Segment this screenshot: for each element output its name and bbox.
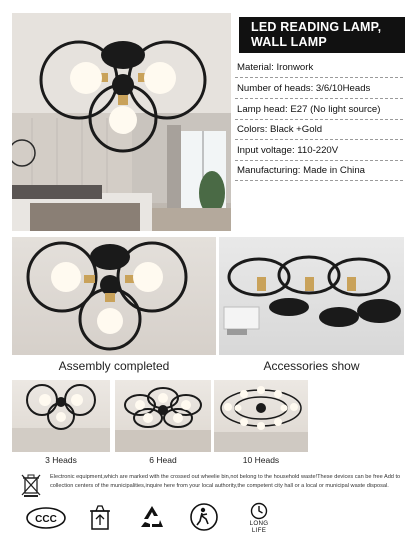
spec-heads: Number of heads: 3/6/10Heads [237, 83, 371, 94]
spec-lamp-head: Lamp head: E27 (No light source) [237, 104, 381, 115]
product-title [239, 17, 405, 53]
variant-photo-6-head [115, 380, 211, 452]
variant-photo-10-heads [214, 380, 308, 452]
disposal-notice: Electronic equipment,which are marked with the crossed out wheelie bin,not belong to the household waste!These devices can be free Add to collection centers of the municipalities,inquire here from your local authority,the competent city hall or a local or municipal waste disposal. [50, 474, 401, 489]
long-life-label: LONG LIFE [249, 520, 269, 534]
ccc-label: CCC [35, 514, 57, 525]
crossed-bin-icon [20, 472, 42, 498]
spec-divider [235, 180, 403, 181]
variant-label-6-head: 6 Head [149, 455, 177, 465]
long-life-badge [243, 502, 275, 534]
spec-colors: Colors: Black +Gold [237, 124, 323, 135]
assembly-lamp-illustration [12, 237, 216, 355]
assembly-photo [12, 237, 216, 355]
recycle-person-icon [189, 502, 219, 532]
ccc-certification-icon [26, 507, 66, 529]
spec-divider [235, 139, 403, 140]
variant-photo-3-heads [12, 380, 110, 452]
recycle-bin-icon [88, 503, 112, 531]
clock-icon [250, 502, 268, 520]
caption-assembly: Assembly completed [58, 359, 170, 373]
spec-material: Material: Ironwork [237, 62, 314, 73]
variant-label-10-heads: 10 Heads [242, 455, 280, 465]
variant-label-3-heads: 3 Heads [45, 455, 77, 465]
product-title-line1: LED READING LAMP, [251, 20, 382, 34]
variant-3-illustration [12, 380, 110, 452]
spec-divider [235, 160, 403, 161]
accessories-illustration [219, 237, 404, 355]
recycle-arrows-icon [138, 503, 166, 531]
spec-divider [235, 98, 403, 99]
spec-voltage: Input voltage: 110-220V [237, 145, 339, 156]
caption-accessories: Accessories show [263, 359, 360, 373]
accessories-photo [219, 237, 404, 355]
spec-manufacturing: Manufacturing: Made in China [237, 165, 365, 176]
hero-lamp-illustration [12, 13, 231, 231]
product-title-line2: WALL LAMP [251, 35, 327, 49]
hero-product-photo [12, 13, 231, 231]
spec-divider [235, 119, 403, 120]
variant-10-illustration [214, 380, 308, 452]
spec-divider [235, 77, 403, 78]
variant-6-illustration [115, 380, 211, 452]
